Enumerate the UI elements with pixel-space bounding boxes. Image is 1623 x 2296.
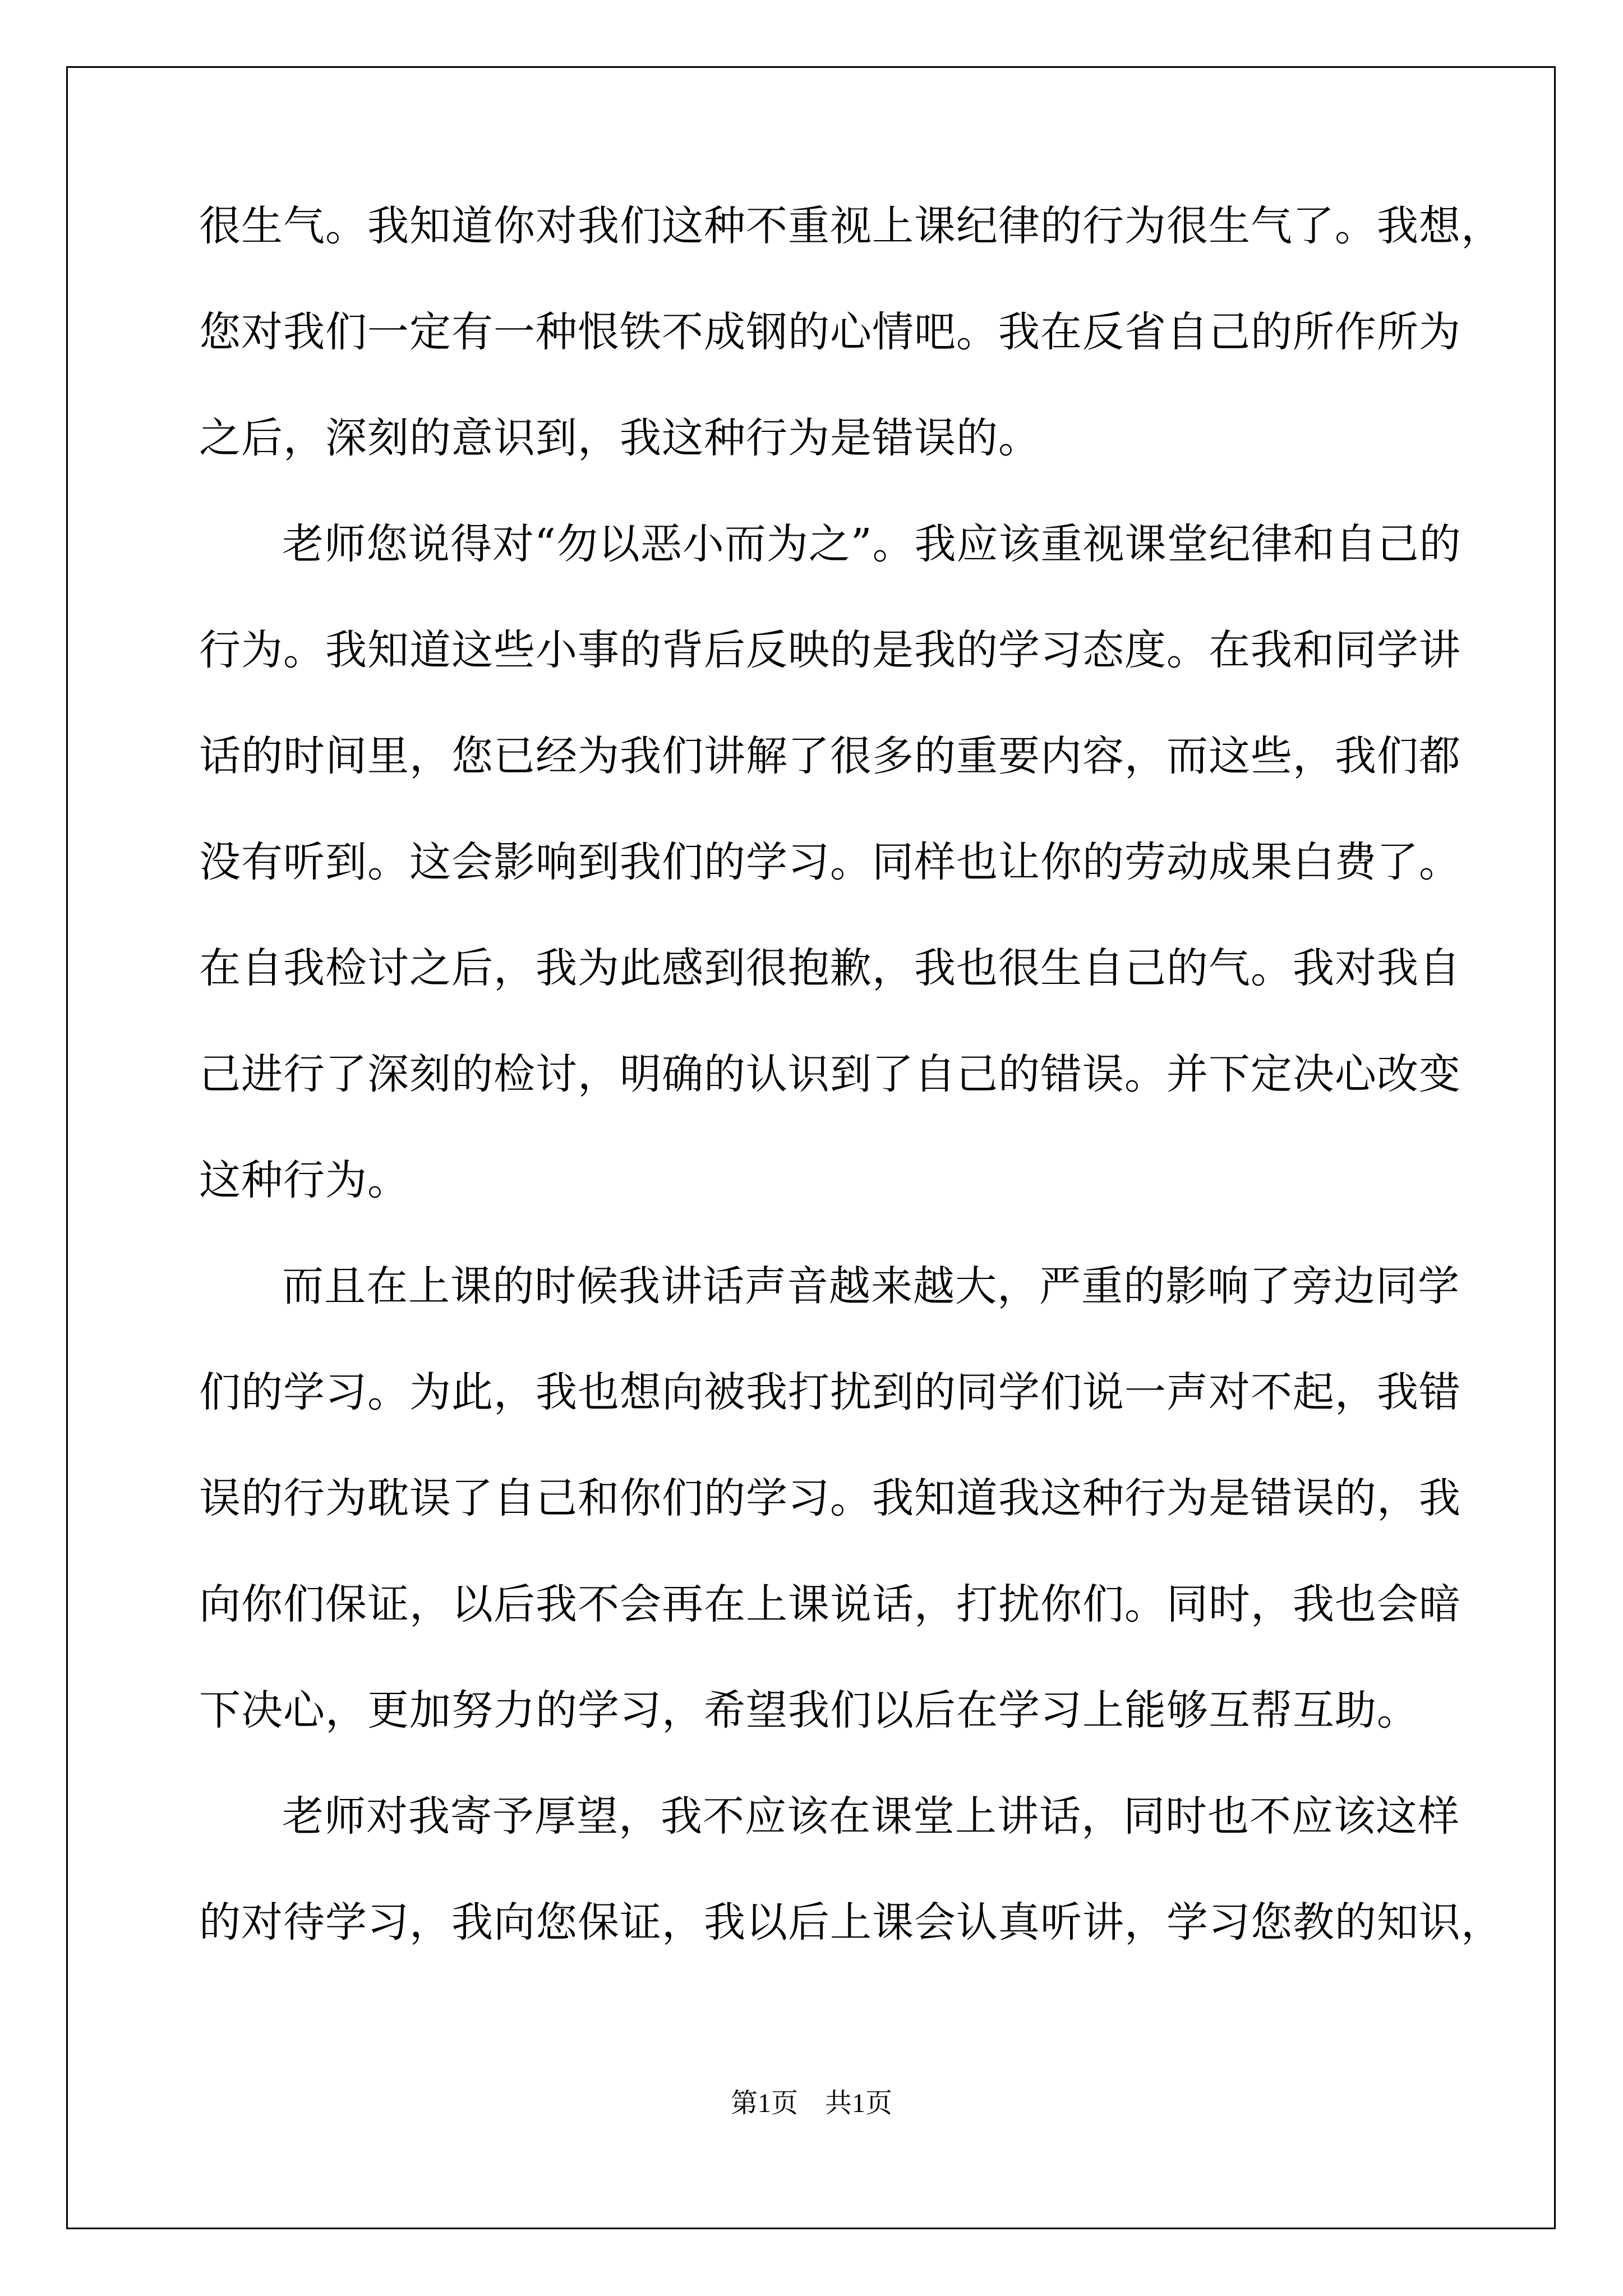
text-line: 在自我检讨之后，我为此感到很抱歉，我也很生自己的气。我对我自 <box>199 944 1461 992</box>
text-line: 这种行为。 <box>199 1156 409 1204</box>
text-line: 老师您说得对“勿以恶小而为之”。我应该重视课堂纪律和自己的 <box>282 520 1461 568</box>
text-line: 没有听到。这会影响到我们的学习。同样也让你的劳动成果白费了。 <box>199 838 1461 886</box>
text-line: 下决心，更加努力的学习，希望我们以后在学习上能够互帮互助。 <box>199 1686 1419 1734</box>
text-line: 话的时间里，您已经为我们讲解了很多的重要内容，而这些，我们都 <box>199 732 1461 780</box>
total-page-count: 共1页 <box>825 2088 893 2118</box>
text-line: 行为。我知道这些小事的背后反映的是我的学习态度。在我和同学讲 <box>199 626 1461 674</box>
text-line: 向你们保证，以后我不会再在上课说话，打扰你们。同时，我也会暗 <box>199 1580 1461 1628</box>
document-body <box>199 200 1503 2003</box>
text-line: 己进行了深刻的检讨，明确的认识到了自己的错误。并下定决心改变 <box>199 1050 1461 1098</box>
text-line: 而且在上课的时候我讲话声音越来越大，严重的影响了旁边同学 <box>282 1262 1460 1310</box>
text-line: 误的行为耽误了自己和你们的学习。我知道我这种行为是错误的，我 <box>199 1474 1461 1522</box>
text-line: 您对我们一定有一种恨铁不成钢的心情吧。我在反省自己的所作所为 <box>199 308 1461 356</box>
page-footer <box>0 2087 1623 2120</box>
text-line: 老师对我寄予厚望，我不应该在课堂上讲话，同时也不应该这样 <box>282 1792 1460 1841</box>
text-line: 的对待学习，我向您保证，我以后上课会认真听讲，学习您教的知识， <box>199 1898 1503 1947</box>
text-line: 很生气。我知道你对我们这种不重视上课纪律的行为很生气了。我想， <box>199 202 1503 250</box>
text-line: 之后，深刻的意识到，我这种行为是错误的。 <box>199 414 1040 462</box>
current-page-number: 第1页 <box>730 2088 798 2118</box>
text-line: 们的学习。为此，我也想向被我打扰到的同学们说一声对不起，我错 <box>199 1368 1461 1416</box>
